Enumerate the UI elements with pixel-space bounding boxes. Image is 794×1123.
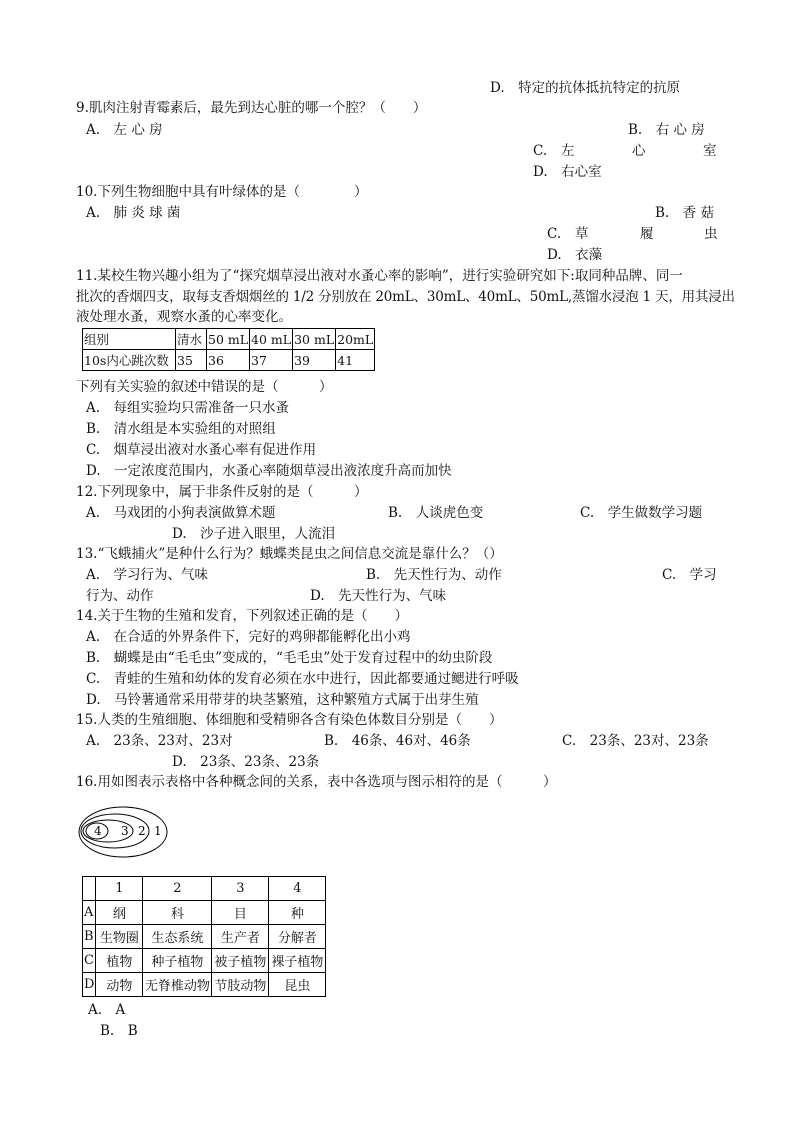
q9-option-d: D. 右心室: [533, 164, 602, 180]
q11-data-table: [82, 328, 375, 371]
q8-option-d: D. 特定的抗体抵抗特定的抗原: [490, 80, 681, 96]
table-cell: 生态系统: [143, 925, 212, 949]
q16-option-b: B. B: [100, 1023, 138, 1039]
q15-option-b: B. 46条、46对、46条: [324, 733, 471, 749]
table-row: [83, 901, 326, 925]
q13-option-b: B. 先天性行为、动作: [366, 567, 502, 583]
q11-stem-line1: 11.某校生物兴趣小组为了“探究烟草浸出液对水蚤心率的影响”，进行实验研究如下:取同种品牌、同一: [76, 268, 683, 284]
table-cell: 节肢动物: [212, 973, 269, 997]
q14-option-b: B. 蝴蝶是由“毛毛虫”变成的，“毛毛虫”处于发育过程中的幼虫阶段: [86, 650, 493, 666]
q10-option-b: B. 香 菇: [655, 205, 715, 221]
table-cell: 生物圈: [96, 925, 143, 949]
q13-option-c-part1: C. 学习: [662, 567, 717, 583]
q12-option-d: D. 沙子进入眼里，人流泪: [172, 526, 336, 542]
q15-option-a: A. 23条、23对、23对: [86, 733, 233, 749]
q9-option-c-part1: 左: [561, 143, 575, 159]
table-cell: 20mL: [336, 329, 375, 350]
table-cell: 动物: [96, 973, 143, 997]
table-cell: 50 mL: [207, 329, 250, 350]
q15-option-d: D. 23条、23条、23条: [172, 754, 320, 770]
q11-question: 下列有关实验的叙述中错误的是（ ）: [76, 379, 333, 395]
table-cell: 科: [143, 901, 212, 925]
q9-option-b: B. 右 心 房: [628, 122, 705, 138]
table-cell: 2: [143, 877, 212, 901]
q9-option-c-part2: 心: [632, 143, 646, 159]
q16-concept-table: [82, 876, 326, 997]
q14-option-a: A. 在合适的外界条件下，完好的鸡卵都能孵化出小鸡: [86, 629, 411, 645]
table-cell: 10s内心跳次数: [83, 350, 176, 371]
q13-option-c-part2: 行为、动作: [86, 588, 154, 604]
table-cell: 1: [96, 877, 143, 901]
diagram-label-2: 2: [138, 824, 146, 838]
q10-option-c-letter: C.: [547, 226, 562, 242]
table-cell: 4: [269, 877, 326, 901]
q12-option-c: C. 学生做数学习题: [580, 505, 703, 521]
q13-option-a: A. 学习行为、气味: [86, 567, 209, 583]
q11-option-c: C. 烟草浸出液对水蚤心率有促进作用: [86, 442, 317, 458]
q12-option-b: B. 人谈虎色变: [388, 505, 484, 521]
table-cell: 纲: [96, 901, 143, 925]
q11-option-b: B. 清水组是本实验组的对照组: [86, 421, 276, 437]
diagram-label-1: 1: [154, 824, 162, 838]
q10-option-c-part2: 履: [640, 226, 654, 242]
q11-option-d: D. 一定浓度范围内，水蚤心率随烟草浸出液浓度升高而加快: [86, 463, 452, 479]
table-cell: [83, 877, 96, 901]
table-cell: 裸子植物: [269, 949, 326, 973]
table-cell: 目: [212, 901, 269, 925]
table-cell: 37: [250, 350, 293, 371]
table-cell: A: [83, 901, 96, 925]
q10-stem: 10.下列生物细胞中具有叶绿体的是（ ）: [76, 184, 368, 200]
q10-option-c-part3: 虫: [704, 226, 718, 242]
table-cell: 35: [176, 350, 207, 371]
q14-option-d: D. 马铃薯通常采用带芽的块茎繁殖，这种繁殖方式属于出芽生殖: [86, 692, 479, 708]
q11-option-a: A. 每组实验均只需准备一只水蚤: [86, 400, 290, 416]
q14-option-c: C. 青蛙的生殖和幼体的发育必须在水中进行，因此都要通过鳃进行呼吸: [86, 671, 519, 687]
table-cell: B: [83, 925, 96, 949]
q14-stem: 14.关于生物的生殖和发育，下列叙述正确的是（ ）: [76, 608, 408, 624]
table-cell: 种: [269, 901, 326, 925]
table-row: [83, 973, 326, 997]
table-cell: 被子植物: [212, 949, 269, 973]
q11-stem-line3: 液处理水蚤，观察水蚤的心率变化。: [76, 309, 292, 325]
q16-stem: 16.用如图表示表格中各种概念间的关系，表中各选项与图示相符的是（ ）: [76, 774, 557, 790]
q12-stem: 12.下列现象中，属于非条件反射的是（ ）: [76, 484, 368, 500]
table-cell: 分解者: [269, 925, 326, 949]
q9-stem: 9.肌肉注射青霉素后，最先到达心脏的哪一个腔？（ ）: [76, 100, 427, 116]
table-cell: 清水: [176, 329, 207, 350]
table-cell: 组别: [83, 329, 176, 350]
table-row: [83, 949, 326, 973]
table-cell: 昆虫: [269, 973, 326, 997]
table-row: [83, 925, 326, 949]
table-cell: 种子植物: [143, 949, 212, 973]
table-cell: 生产者: [212, 925, 269, 949]
table-cell: 36: [207, 350, 250, 371]
q9-option-c-part3: 室: [703, 143, 717, 159]
q10-option-d: D. 衣藻: [547, 247, 603, 263]
table-row: [83, 350, 375, 371]
table-cell: D: [83, 973, 96, 997]
q12-option-a: A. 马戏团的小狗表演做算术题: [86, 505, 276, 521]
diagram-label-3: 3: [121, 824, 129, 838]
table-cell: 30 mL: [293, 329, 336, 350]
q16-option-a: A. A: [88, 1002, 126, 1018]
diagram-label-4: 4: [94, 824, 102, 838]
concept-nested-ellipses-diagram: [77, 804, 173, 860]
q15-option-c: C. 23条、23对、23条: [562, 733, 709, 749]
table-cell: 41: [336, 350, 375, 371]
q13-stem: 13.“飞蛾捕火”是种什么行为？蛾蝶类昆虫之间信息交流是靠什么？（）: [76, 546, 503, 562]
table-cell: C: [83, 949, 96, 973]
q10-option-c-part1: 草: [575, 226, 589, 242]
q13-option-d: D. 先天性行为、气味: [310, 588, 447, 604]
table-row: [83, 877, 326, 901]
table-cell: 3: [212, 877, 269, 901]
table-cell: 植物: [96, 949, 143, 973]
table-cell: 40 mL: [250, 329, 293, 350]
q9-option-c-letter: C.: [533, 143, 548, 159]
q10-option-a: A. 肺 炎 球 菌: [86, 205, 181, 221]
table-cell: 39: [293, 350, 336, 371]
q11-stem-line2: 批次的香烟四支，取每支香烟烟丝的 1/2 分别放在 20mL、30mL、40mL、50mL,蒸馏水浸泡 1 天，用其浸出: [76, 289, 735, 305]
table-cell: 无脊椎动物: [143, 973, 212, 997]
q15-stem: 15.人类的生殖细胞、体细胞和受精卵各含有染色体数目分别是（ ）: [76, 712, 503, 728]
q9-option-a: A. 左 心 房: [86, 122, 163, 138]
table-row: [83, 329, 375, 350]
